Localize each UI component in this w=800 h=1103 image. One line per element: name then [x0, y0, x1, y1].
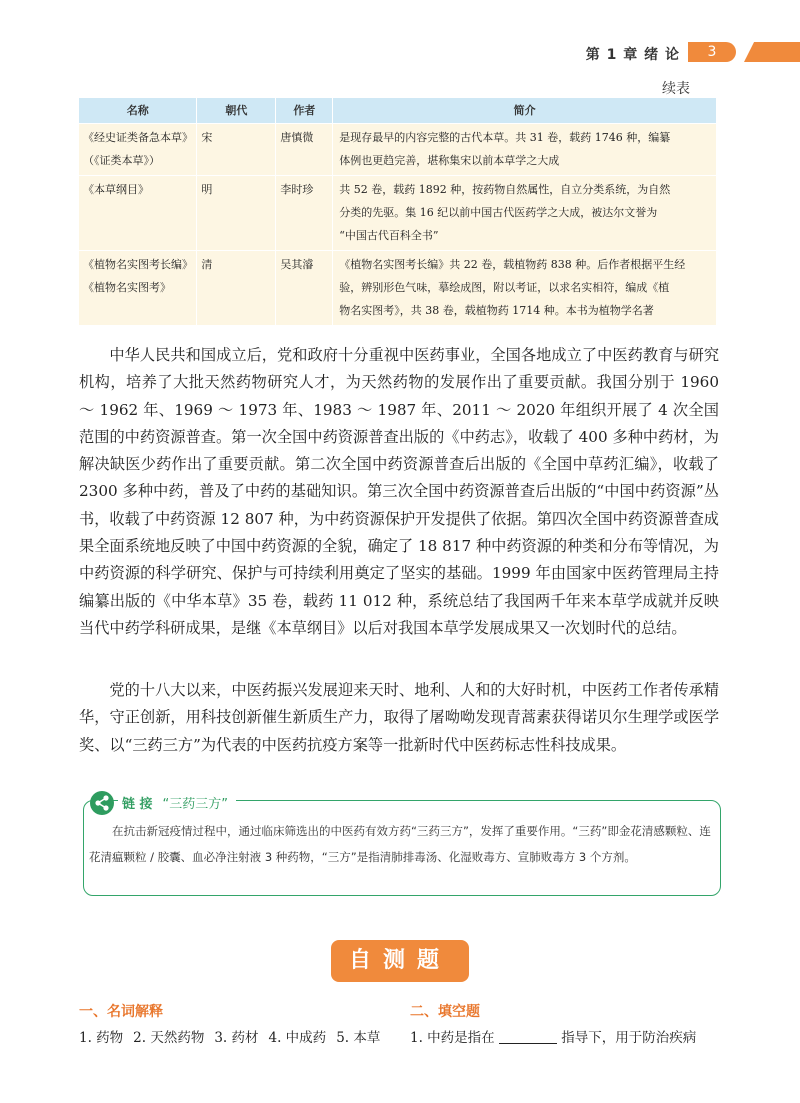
term-item: 2. 天然药物	[133, 1030, 205, 1046]
intro-line: 是现存最早的内容完整的古代本草。共 31 卷，载药 1746 种，编纂	[339, 131, 671, 144]
herbal-classics-table	[79, 98, 717, 325]
intro-cell	[333, 251, 717, 326]
dynasty-cell: 宋	[197, 124, 276, 176]
author-cell: 唐慎微	[276, 124, 333, 176]
dynasty-cell: 清	[197, 251, 276, 326]
table-header-row	[79, 98, 717, 124]
body-paragraph: 党的十八大以来，中医药振兴发展迎来天时、地利、人和的大好时机，中医药工作者传承精华，守正创新，用科技创新催生新质生产力，取得了屠呦呦发现青蒿素获得诺贝尔生理学或医学奖、以“三药三方”为代表的中医药抗疫方案等一批新时代中医药标志性科技成果。	[79, 681, 719, 754]
book-name: 《本草纲目》	[83, 183, 149, 196]
chapter-header: 第 1 章 绪 论	[585, 47, 680, 63]
link-paragraph: 在抗击新冠疫情过程中，通过临床筛选出的中医药有效方药“三药三方”，发挥了重要作用。“三药”即金花清感颗粒、连花清瘟颗粒 / 胶囊、血必净注射液 3 种药物，“三方”是指清肺排毒汤、化湿败毒方、宣肺败毒方 3 个方剂。	[89, 824, 711, 864]
column-header: 简介	[333, 98, 717, 124]
table-row	[79, 251, 717, 326]
term-item: 3. 药材	[214, 1030, 259, 1046]
header-decoration	[744, 42, 800, 62]
self-test-banner: 自测题	[331, 940, 469, 982]
intro-line: 物名实图考》，共 38 卷，载植物药 1714 种。本书为植物学名著	[339, 304, 654, 317]
term-item: 1. 药物	[79, 1030, 124, 1046]
intro-cell	[333, 176, 717, 251]
table-continued-label: 续表	[662, 81, 690, 97]
name-cell	[79, 251, 197, 326]
term-item: 4. 中成药	[268, 1030, 327, 1046]
intro-line: 共 52 卷，载药 1892 种，按药物自然属性，自立分类系统，为自然	[339, 183, 671, 196]
intro-line: 体例也更趋完善，堪称集宋以前本草学之大成	[339, 154, 560, 167]
body-paragraph-1-block	[79, 342, 719, 642]
author-cell: 吴其濬	[276, 251, 333, 326]
author-cell: 李时珍	[276, 176, 333, 251]
column-header: 作者	[276, 98, 333, 124]
link-title: “三药三方”	[162, 797, 229, 812]
body-paragraph: 中华人民共和国成立后，党和政府十分重视中医药事业，全国各地成立了中医药教育与研究机构，培养了大批天然药物研究人才，为天然药物的发展作出了重要贡献。我国分别于 1960 ～ 1962 年、1969 ～ 1973 年、1983 ～ 1987 年、2011 ～ 2020 年组织开展了 4 次全国范围的中药资源普查。第一次全国中药资源普查出版的《中药志》，收载了 400 多种中药材，为解决缺医少药作出了重要贡献。第二次全国中药资源普查后出版的《全国中草药汇编》，收载了 2300 多种中药，普及了中药的基础知识。第三次全国中药资源普查后出版的“中国中药资源”丛书，收载了中药资源 12 807 种，为中药资源保护开发提供了依据。第四次全国中药资源普查成果全面系统地反映了中国中药资源的全貌，确定了 18 817 种中药资源的种类和分布等情况，为中药资源的科学研究、保护与可持续利用奠定了坚实的基础。1999 年由国家中医药管理局主持编纂出版的《中华本草》35 卷，载药 11 012 种，系统总结了我国两千年来本草学成就并反映当代中药学科研成果，是继《本草纲目》以后对我国本草学发展成果又一次划时代的总结。	[79, 346, 719, 637]
link-heading	[118, 793, 236, 812]
term-item: 5. 本草	[336, 1030, 381, 1046]
fill-in-question-1	[410, 1026, 696, 1046]
book-name: 《植物名实图考长编》	[83, 258, 193, 271]
intro-line: 分类的先驱。集 16 纪以前中国古代医药学之大成，被达尔文誉为	[339, 206, 658, 219]
book-name: （《证类本草》）	[83, 154, 160, 167]
question-text: 指导下，用于防治疾病	[561, 1030, 697, 1046]
share-nodes-icon	[90, 791, 114, 815]
section-title-definitions: 一、名词解释	[79, 1004, 163, 1020]
dynasty-cell: 明	[197, 176, 276, 251]
intro-line: “中国古代百科全书”	[339, 229, 439, 242]
answer-blank[interactable]	[499, 1029, 557, 1044]
intro-cell	[333, 124, 717, 176]
page-number-tab	[688, 42, 800, 62]
book-name: 《植物名实图考》	[83, 281, 171, 294]
section-title-fill-in: 二、填空题	[410, 1004, 480, 1020]
table-row	[79, 124, 717, 176]
term-list	[79, 1026, 390, 1046]
intro-line: 《植物名实图考长编》共 22 卷，载植物药 838 种。后作者根据平生经	[339, 258, 686, 271]
link-label: 链 接	[122, 797, 153, 812]
name-cell	[79, 124, 197, 176]
link-text-block	[89, 818, 715, 870]
body-paragraph-2-block	[79, 677, 719, 759]
column-header: 名称	[79, 98, 197, 124]
book-name: 《经史证类备急本草》	[83, 131, 193, 144]
name-cell	[79, 176, 197, 251]
question-text: 1. 中药是指在	[410, 1030, 495, 1046]
column-header: 朝代	[197, 98, 276, 124]
intro-line: 验，辨别形色气味，摹绘成图，附以考证，以求名实相符，编成《植	[339, 281, 670, 294]
page-number: 3	[688, 42, 736, 62]
table-row	[79, 176, 717, 251]
